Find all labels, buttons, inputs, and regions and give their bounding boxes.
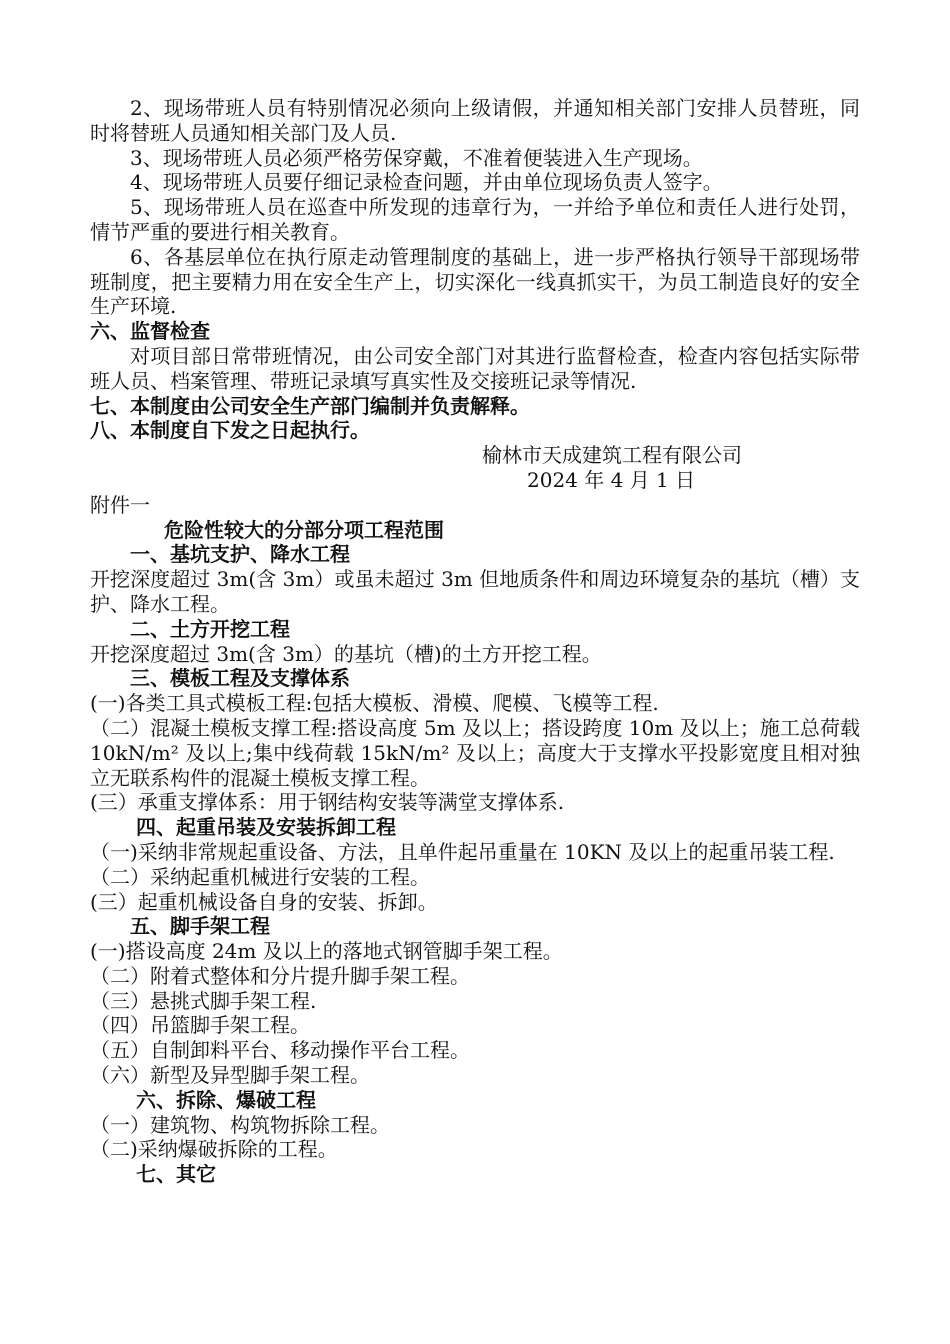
section-body-supervision: 对项目部日常带班情况，由公司安全部门对其进行监督检查，检查内容包括实际带班人员、档案管理、带班记录填写真实性及交接班记录等情况. xyxy=(90,343,860,393)
annex-item-scaffolding-1: (一)搭设高度 24m 及以上的落地式钢管脚手架工程。 xyxy=(90,939,563,964)
annex-item-formwork-2: （二）混凝土模板支撑工程:搭设高度 5m 及以上；搭设跨度 10m 及以上；施工总荷载 10kN/m² 及以上;集中线荷载 15kN/m² 及以上；高度大于支撑水平投影宽度且相对独立无联系构件的混凝土模板支撑工程。 xyxy=(90,715,860,790)
annex-item-lifting-2: （二）采纳起重机械进行安装的工程。 xyxy=(90,864,430,889)
annex-item-formwork-1: (一)各类工具式模板工程:包括大模板、滑模、爬模、飞模等工程. xyxy=(90,691,659,716)
annex-title: 危险性较大的分部分项工程范围 xyxy=(164,517,444,542)
annex-heading-formwork: 三、模板工程及支撑体系 xyxy=(130,666,350,691)
annex-heading-earthwork: 二、土方开挖工程 xyxy=(130,616,290,641)
section-heading-effective: 八、本制度自下发之日起执行。 xyxy=(90,418,370,443)
annex-item-scaffolding-4: （四）吊篮脚手架工程。 xyxy=(90,1013,310,1038)
section-heading-interpretation: 七、本制度由公司安全生产部门编制并负责解释。 xyxy=(90,393,530,418)
annex-heading-scaffolding: 五、脚手架工程 xyxy=(130,914,270,939)
annex-label: 附件一 xyxy=(90,492,150,517)
annex-item-scaffolding-6: （六）新型及异型脚手架工程。 xyxy=(90,1063,370,1088)
annex-item-formwork-3: (三）承重支撑体系：用于钢结构安装等满堂支撑体系. xyxy=(90,790,565,815)
annex-item-demolition-1: （一）建筑物、构筑物拆除工程。 xyxy=(90,1112,390,1137)
document-page xyxy=(90,96,860,1187)
annex-heading-other: 七、其它 xyxy=(136,1162,216,1187)
paragraph-item-2: 2、现场带班人员有特别情况必须向上级请假，并通知相关部门安排人员替班，同时将替班人员通知相关部门及人员. xyxy=(90,96,860,145)
annex-body-foundation-pit: 开挖深度超过 3m(含 3m）或虽未超过 3m 但地质条件和周边环境复杂的基坑（槽）支护、降水工程。 xyxy=(90,567,860,616)
annex-body-earthwork: 开挖深度超过 3m(含 3m）的基坑（槽)的土方开挖工程。 xyxy=(90,641,602,666)
signature-company: 榆林市天成建筑工程有限公司 xyxy=(482,443,742,468)
annex-item-demolition-2: （二)采纳爆破拆除的工程。 xyxy=(90,1137,338,1162)
annex-item-scaffolding-2: （二）附着式整体和分片提升脚手架工程。 xyxy=(90,963,470,988)
section-heading-supervision: 六、监督检查 xyxy=(90,319,210,344)
annex-item-scaffolding-3: （三）悬挑式脚手架工程. xyxy=(90,988,317,1013)
paragraph-item-6: 6、各基层单位在执行原走动管理制度的基础上，进一步严格执行领导干部现场带班制度，把主要精力用在安全生产上，切实深化一线真抓实干，为员工制造良好的安全生产环境. xyxy=(90,244,860,319)
annex-item-scaffolding-5: （五）自制卸料平台、移动操作平台工程。 xyxy=(90,1038,470,1063)
paragraph-item-5: 5、现场带班人员在巡查中所发现的违章行为，一并给予单位和责任人进行处罚，情节严重的要进行相关教育。 xyxy=(90,195,860,244)
paragraph-item-4: 4、现场带班人员要仔细记录检查问题，并由单位现场负责人签字。 xyxy=(130,170,723,195)
paragraph-item-3: 3、现场带班人员必须严格劳保穿戴，不准着便装进入生产现场。 xyxy=(130,145,703,170)
annex-heading-demolition: 六、拆除、爆破工程 xyxy=(136,1087,316,1112)
signature-date: 2024 年 4 月 1 日 xyxy=(527,467,696,492)
annex-heading-foundation-pit: 一、基坑支护、降水工程 xyxy=(130,542,350,567)
annex-heading-lifting: 四、起重吊装及安装拆卸工程 xyxy=(136,815,396,840)
annex-item-lifting-1: （一)采纳非常规起重设备、方法，且单件起吊重量在 10KN 及以上的起重吊装工程. xyxy=(90,839,835,864)
annex-item-lifting-3: (三）起重机械设备自身的安装、拆卸。 xyxy=(90,889,438,914)
